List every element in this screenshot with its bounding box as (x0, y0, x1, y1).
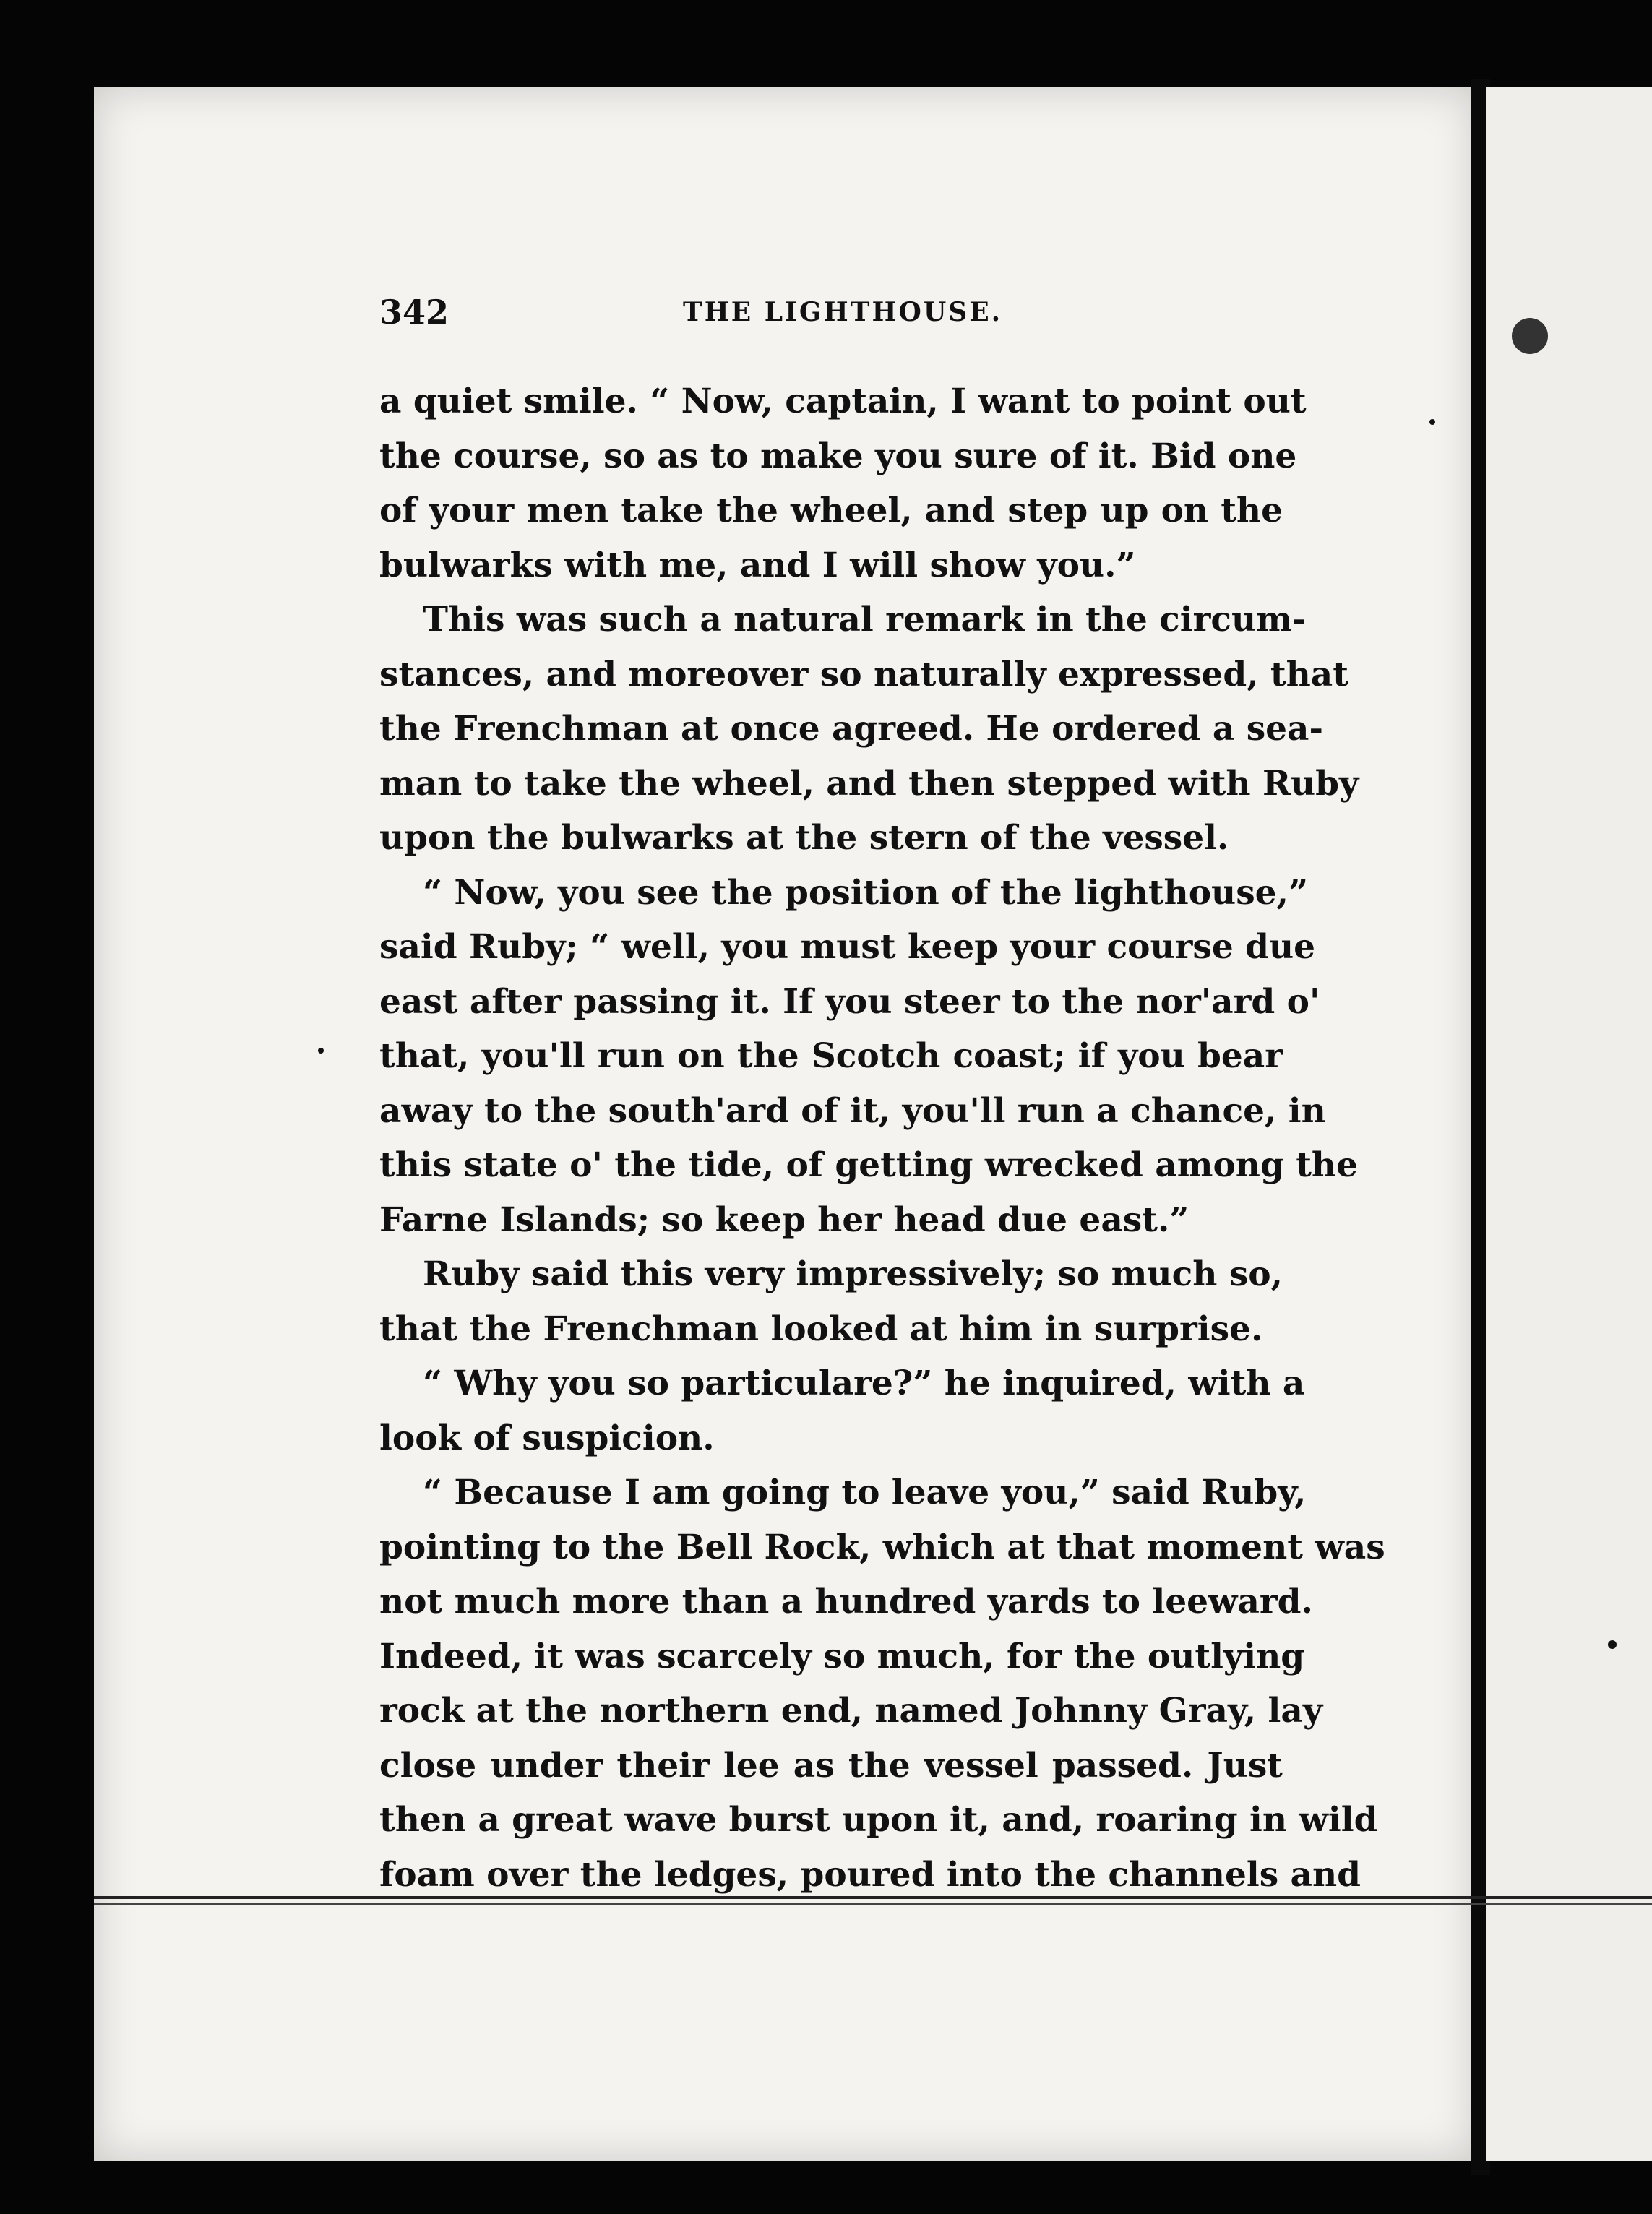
scan-speck (1608, 1640, 1617, 1649)
text-line: “ Why you so particulare?” he inquired, with a (423, 1364, 1305, 1403)
text-line: close under their lee as the vessel passed. Just (379, 1745, 1283, 1786)
text-line: a quiet smile. “ Now, captain, I want to point out (379, 382, 1307, 421)
text-line: upon the bulwarks at the stern of the vessel. (379, 818, 1229, 858)
text-line: Indeed, it was scarcely so much, for the outlying (379, 1636, 1305, 1676)
text-line: not much more than a hundred yards to leeward. (379, 1582, 1313, 1621)
scan-speck (1429, 419, 1435, 425)
scan-speck (318, 1048, 324, 1054)
page-header (379, 293, 1297, 343)
text-line: then a great wave burst upon it, and, roaring in wild (379, 1800, 1378, 1840)
text-line: that, you'll run on the Scotch coast; if you bear (379, 1036, 1283, 1076)
text-line: This was such a natural remark in the circum- (423, 600, 1307, 639)
body-text (379, 374, 1385, 1902)
text-line: man to take the wheel, and then stepped with Ruby (379, 763, 1359, 804)
page-bottom-rule-thin (94, 1903, 1652, 1905)
text-line: Ruby said this very impressively; so much so, (423, 1254, 1283, 1294)
running-title: THE LIGHTHOUSE. (683, 297, 1003, 327)
page-bottom-rule (94, 1896, 1652, 1899)
text-line: the Frenchman at once agreed. He ordered a sea- (379, 709, 1324, 749)
text-line: this state o' the tide, of getting wrecked among the (379, 1145, 1358, 1185)
text-line: bulwarks with me, and I will show you.” (379, 545, 1136, 585)
text-line: rock at the northern end, named Johnny Gray, lay (379, 1691, 1323, 1731)
text-line: east after passing it. If you steer to the nor'ard o' (379, 981, 1320, 1022)
text-line: pointing to the Bell Rock, which at that moment was (379, 1527, 1385, 1567)
text-line: that the Frenchman looked at him in surprise. (379, 1309, 1263, 1349)
text-line: away to the south'ard of it, you'll run a chance, in (379, 1090, 1326, 1131)
text-line: of your men take the wheel, and step up on the (379, 491, 1283, 530)
text-line: look of suspicion. (379, 1418, 715, 1458)
text-line: stances, and moreover so naturally expressed, that (379, 654, 1348, 694)
page-number: 342 (379, 293, 449, 332)
text-line: foam over the ledges, poured into the channels and (379, 1854, 1361, 1895)
text-line: Farne Islands; so keep her head due east.” (379, 1199, 1189, 1240)
facing-page-edge (1486, 87, 1652, 2161)
text-line: “ Because I am going to leave you,” said Ruby, (423, 1473, 1307, 1512)
text-line: said Ruby; “ well, you must keep your course due (379, 927, 1316, 967)
ink-blot (1512, 318, 1548, 354)
text-line: the course, so as to make you sure of it. Bid one (379, 436, 1297, 476)
text-line: “ Now, you see the position of the lighthouse,” (423, 872, 1308, 913)
